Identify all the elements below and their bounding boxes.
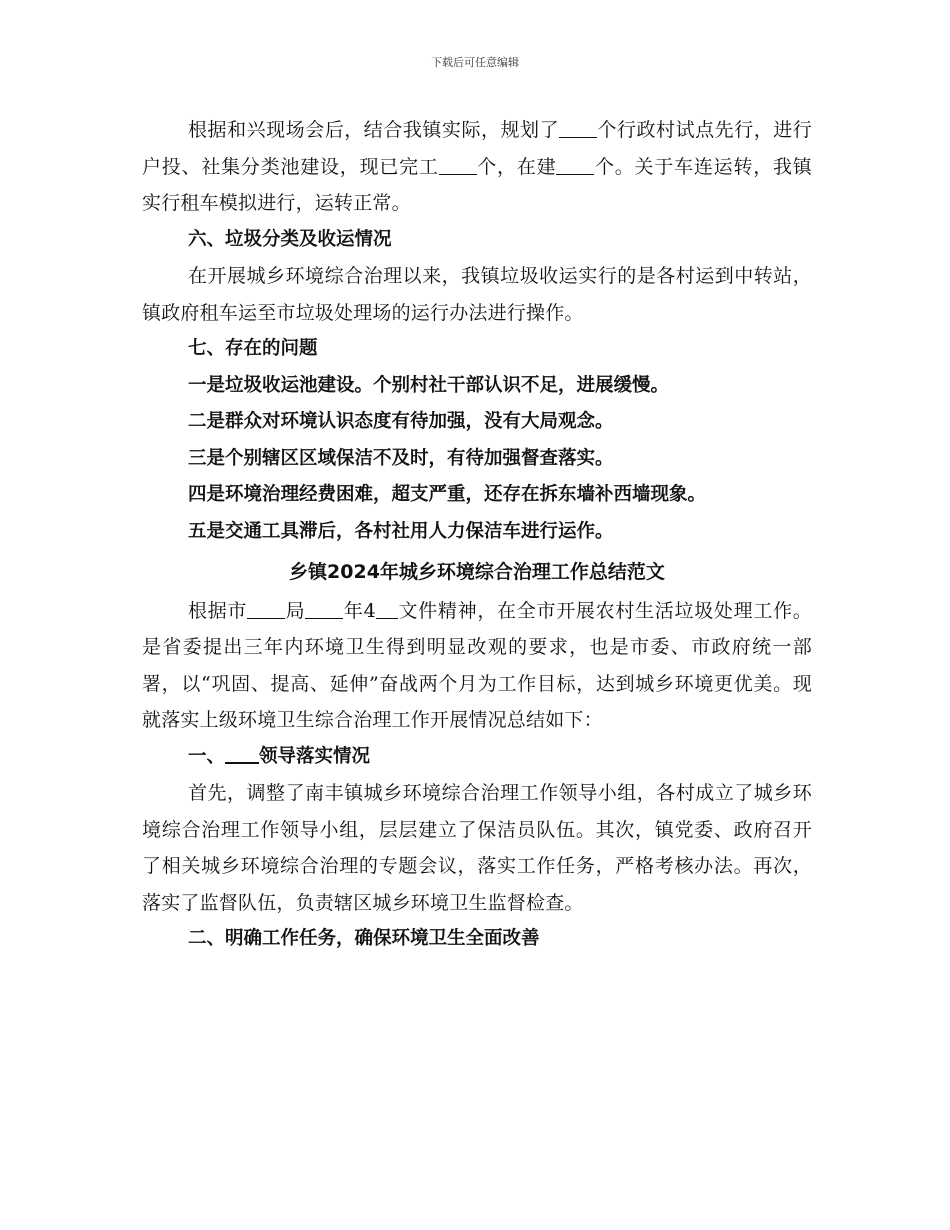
document-body: [142, 112, 812, 958]
page-header: 下载后可任意编辑: [431, 56, 519, 69]
heading-section-6: 六、垃圾分类及收运情况: [188, 228, 392, 250]
paragraph-text: 个。关于车连运转，我镇实行租车模拟进行，运转正常。: [142, 155, 812, 214]
heading-section-7: 七、存在的问题: [188, 338, 318, 359]
document-title: 乡镇2024年城乡环境综合治理工作总结范文: [289, 561, 665, 583]
fill-blank: [559, 119, 597, 138]
paragraph-pilot-villages: [142, 112, 812, 222]
paragraph-text: 年4: [343, 599, 376, 622]
fill-blank: [376, 600, 398, 619]
fill-blank: [556, 156, 594, 175]
problem-item: 三是个别辖区区域保洁不及时，有待加强督查落实。: [188, 447, 614, 469]
paragraph-text: 根据市: [188, 599, 248, 622]
paragraph-section-6: 在开展城乡环境综合治理以来，我镇垃圾收运实行的是各村运到中转站，镇政府租车运至市垃圾处理场的运行办法进行操作。: [142, 265, 812, 324]
problem-item: 四是环境治理经费困难，超支严重，还存在拆东墙补西墙现象。: [188, 484, 707, 505]
heading-text: 一、: [188, 745, 226, 767]
fill-blank: [439, 156, 477, 175]
fill-blank: [305, 600, 343, 619]
paragraph-text: 个，在建: [476, 155, 557, 178]
fill-blank: [225, 744, 259, 764]
problem-item: 一是垃圾收运池建设。个别村社干部认识不足，进展缓慢。: [188, 374, 670, 396]
problem-item: 五是交通工具滞后，各村社用人力保洁车进行运作。: [188, 520, 614, 542]
heading-section-1: [142, 739, 812, 776]
paragraph-text: 根据和兴现场会后，结合我镇实际，规划了: [188, 119, 560, 141]
paragraph-intro: [142, 593, 812, 739]
paragraph-text: 局: [285, 599, 306, 622]
paragraph-section-1: 首先，调整了南丰镇城乡环境综合治理工作领导小组，各村成立了城乡环境综合治理工作领导小组，层层建立了保洁员队伍。其次，镇党委、政府召开了相关城乡环境综合治理的专题会议，落实工作任务，严格考核办法。再次，落实了监督队伍，负责辖区城乡环境卫生监督检查。: [142, 782, 812, 914]
fill-blank: [247, 600, 285, 619]
paragraph-text: 文件精神，在全市开展农村生活垃圾处理工作。是省委提出三年内环境卫生得到明显改观的要求，也是市委、市政府统一部署，以“巩固、提高、延伸”奋战两个月为工作目标，达到城乡环境更优美。现就落实上级环境卫生综合治理工作开展情况总结如下：: [142, 599, 813, 731]
heading-text: 领导落实情况: [259, 745, 371, 767]
problem-item: 二是群众对环境认识态度有待加强，没有大局观念。: [188, 411, 614, 432]
paragraph-text: 个行政村试点先行，进行户投、社集分类池建设，现已完工: [142, 119, 812, 178]
heading-section-2: 二、明确工作任务，确保环境卫生全面改善: [188, 928, 540, 949]
